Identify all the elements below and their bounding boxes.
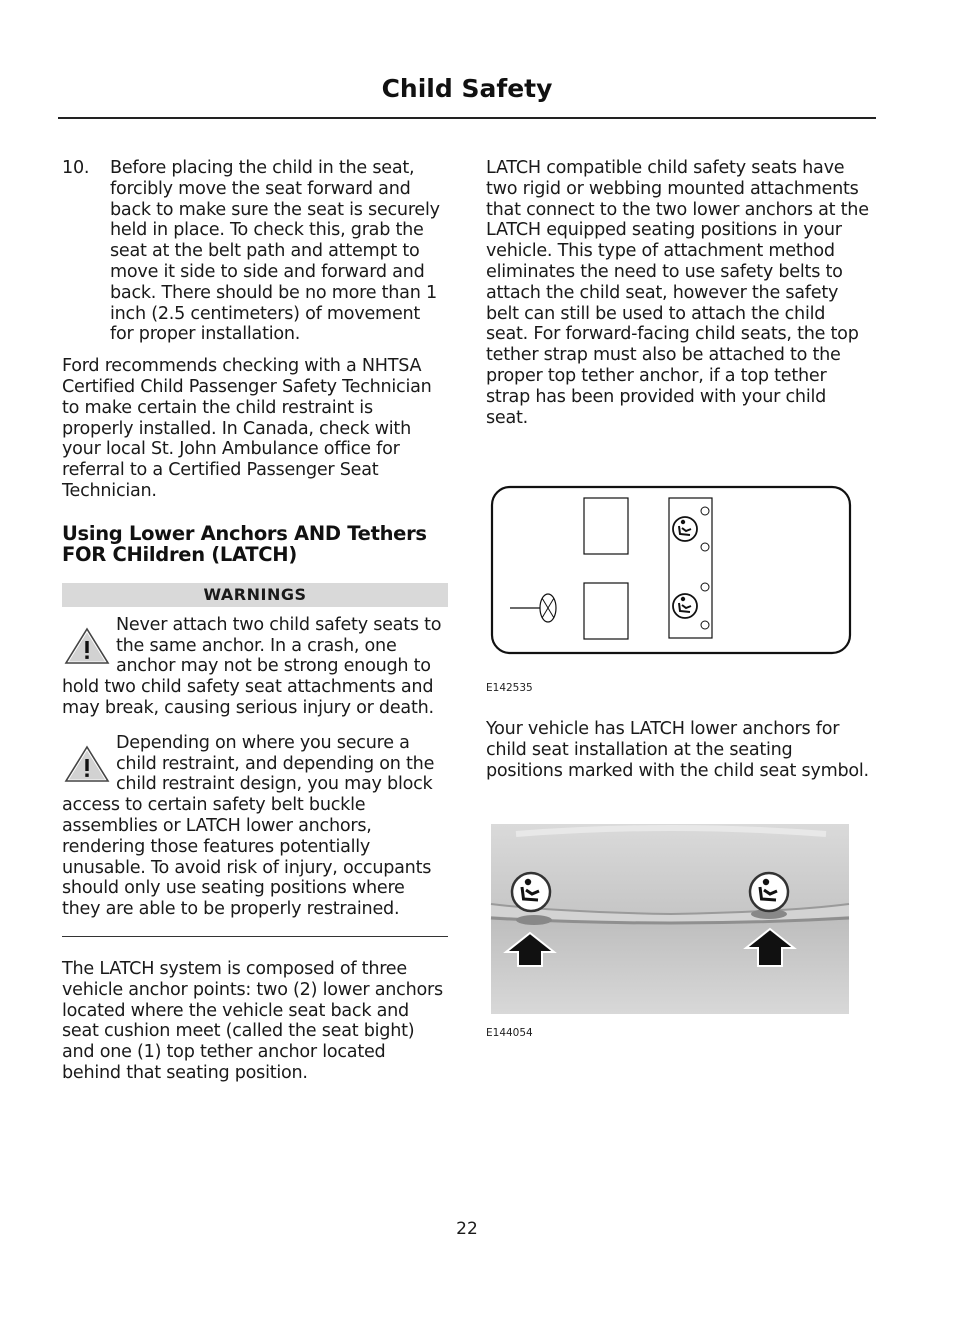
step-number: 10. bbox=[62, 158, 90, 178]
step-10 bbox=[62, 158, 448, 345]
warning-triangle-icon bbox=[62, 733, 116, 789]
step-text: Before placing the child in the seat, forcibly move the seat forward and back to make sure the seat is securely held in place. To check this, grab the seat at the belt path and attempt to move it side to side and forward and back. There should be no more than 1 inch (2.5 centimeters) of movement for proper installation. bbox=[110, 158, 440, 345]
child-seat-icon bbox=[673, 594, 697, 618]
seat-anchor-photo bbox=[486, 824, 872, 1039]
latch-seating-diagram bbox=[486, 484, 872, 694]
child-seat-icon bbox=[512, 873, 550, 911]
warning-triangle-icon bbox=[62, 615, 116, 671]
figure-code: E142535 bbox=[486, 682, 533, 695]
warning-1 bbox=[62, 615, 448, 719]
front-seat-right bbox=[584, 498, 628, 554]
warnings-banner: WARNINGS bbox=[62, 583, 448, 607]
front-seat-left bbox=[584, 583, 628, 639]
lower-anchors-paragraph: Your vehicle has LATCH lower anchors for child seat installation at the seating positions marked with the child seat symbol. bbox=[486, 719, 869, 781]
title-divider bbox=[58, 117, 876, 119]
child-seat-icon bbox=[750, 873, 788, 911]
warning-2-text: Depending on where you secure a child restraint, and depending on the child restraint design, you may block access to certain safety belt buckle assemblies or LATCH lower anchors, rendering those features potentially unusable. To avoid risk of injury, occupants should only use seating positions where they are able to be properly restrained. bbox=[62, 732, 435, 920]
warning-2 bbox=[62, 733, 448, 920]
latch-heading: Using Lower Anchors AND Tethers FOR CHildren (LATCH) bbox=[62, 521, 427, 566]
right-column bbox=[486, 158, 872, 1039]
page-number: 22 bbox=[456, 1219, 478, 1239]
page-title: Child Safety bbox=[381, 74, 553, 103]
latch-system-paragraph: The LATCH system is composed of three vehicle anchor points: two (2) lower anchors located where the vehicle seat back and seat cushion meet (called the seat bight) and one (1) top tether anchor located behind that seating position. bbox=[62, 958, 443, 1083]
left-column bbox=[62, 158, 448, 1084]
figure-code: E144054 bbox=[486, 1026, 533, 1039]
latch-compatible-paragraph: LATCH compatible child safety seats have two rigid or webbing mounted attachments that connect to the two lower anchors at the LATCH equipped seating positions in your vehicle. This type of attachment method eliminates the need to use safety belts to attach the child seat, however the safety belt can still be used to attach the child seat. For forward-facing child seats, the top tether strap must also be attached to the proper top tether anchor, if a top tether strap has been provided with your child seat. bbox=[486, 158, 869, 428]
ford-recommends-paragraph: Ford recommends checking with a NHTSA Certified Child Passenger Safety Technician to make certain the child restraint is properly installed. In Canada, check with your local St. John Ambulance office for referral to a Certified Passenger Seat Technician. bbox=[62, 356, 432, 501]
child-seat-icon bbox=[673, 517, 697, 541]
warning-1-text: Never attach two child safety seats to the same anchor. In a crash, one anchor may not be strong enough to hold two child safety seat attachments and may break, causing serious injury or death. bbox=[62, 614, 442, 718]
